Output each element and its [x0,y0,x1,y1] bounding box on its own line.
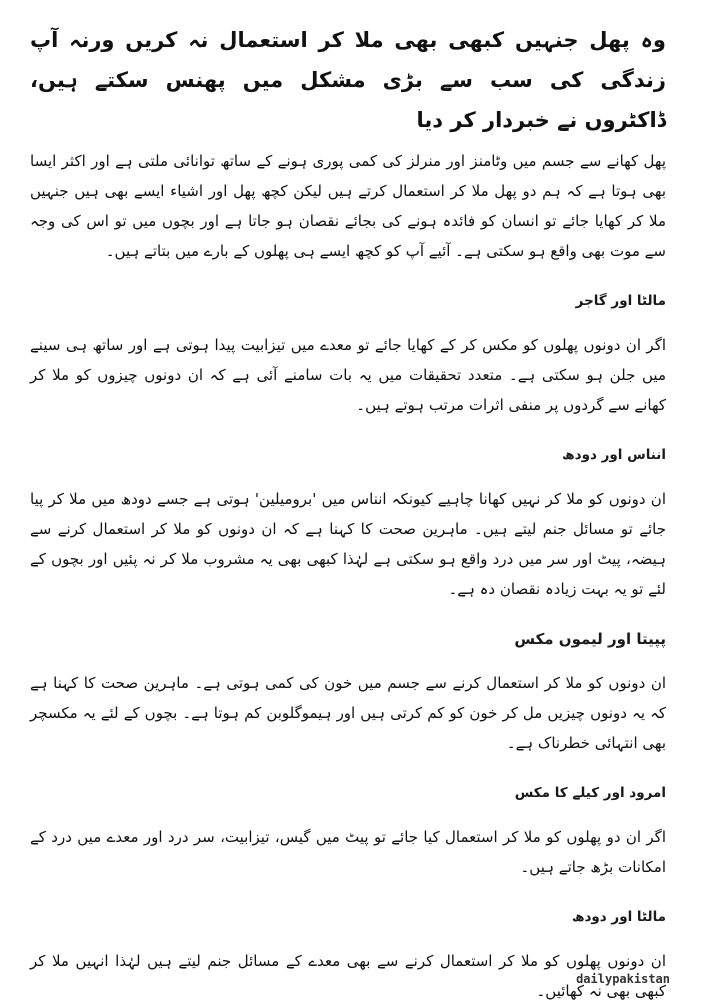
section-orange-milk [30,904,666,1006]
section-body: ان دونوں کو ملا کر نہیں کھانا چاہیے کیونکہ انناس میں 'برومیلین' ہوتی ہے جسے دودھ میں ملا کر پیا جائے تو مسائل جنم لیتے ہیں۔ ماہرین صحت کا کہنا ہے کہ ان دونوں کو ملا کر استعمال کرنے سے ہیضہ، پیٹ اور سر میں درد واقع ہو سکتی ہے لہٰذا کبھی بھی یہ مشروب ملا کر نہ پئیں اور بچوں کے لئے تو یہ بہت زیادہ نقصان دہ ہے۔ [30,490,666,598]
section-body: ان دونوں پھلوں کو ملا کر استعمال کرنے سے بھی معدے کے مسائل جنم لیتے ہیں لہٰذا انہیں ملا کر کبھی بھی نہ کھائیں۔ [30,952,666,1000]
section-guava-banana [30,780,666,882]
section-body: اگر ان دونوں پھلوں کو مکس کر کے کھایا جائے تو معدے میں تیزابیت پیدا ہوتی ہے اور ساتھ ہی سینے میں جلن ہو سکتی ہے۔ متعدد تحقیقات میں یہ بات سامنے آئی ہے کہ ان دونوں چیزوں کو ملا کر کھانے سے گردوں پر منفی اثرات مرتب ہوتے ہیں۔ [30,336,666,414]
section-heading: مالٹا اور گاجر [575,293,666,309]
section-papaya-lemon [30,626,666,758]
article-title: وہ پھل جنہیں کبھی بھی ملا کر استعمال نہ کریں ورنہ آپ زندگی کی سب سے بڑی مشکل میں پھنس سکتے ہیں، ڈاکٹروں نے خبردار کر دیا [30,28,666,132]
section-body: اگر ان دو پھلوں کو ملا کر استعمال کیا جائے تو پیٹ میں گیس، تیزابیت، سر درد اور معدے میں درد کے امکانات بڑھ جاتے ہیں۔ [30,828,666,876]
intro-paragraph: پھل کھانے سے جسم میں وٹامنز اور منرلز کی کمی پوری ہونے کے ساتھ توانائی ملتی ہے اور اکثر ایسا بھی ہوتا ہے کہ ہم دو پھل ملا کر استعمال کرتے ہیں لیکن کچھ پھل اور اشیاء ایسے بھی ہیں جنہیں ملا کر کھایا جائے تو انسان کو فائدہ ہونے کی بجائے نقصان ہو جاتا ہے اور بچوں میں تو اس کی وجہ سے موت بھی واقع ہو سکتی ہے۔ آئیے آپ کو کچھ ایسے ہی پھلوں کے بارے میں بتاتے ہیں۔ [30,152,666,260]
source-watermark: dailypakistan [576,972,670,986]
section-body: ان دونوں کو ملا کر استعمال کرنے سے جسم میں خون کی کمی ہوتی ہے۔ ماہرین صحت کا کہنا ہے کہ یہ دونوں چیزیں مل کر خون کو کم کرتی ہیں اور ہیموگلوبن کم ہوتا ہے۔ بچوں کے لئے یہ مکسچر بھی انتہائی خطرناک ہے۔ [30,674,666,752]
section-heading: پپیتا اور لیموں مکس [514,630,666,648]
section-heading: انناس اور دودھ [562,447,666,463]
section-heading: مالٹا اور دودھ [571,909,666,925]
section-orange-carrot [30,288,666,420]
section-pineapple-milk [30,442,666,604]
section-heading: امرود اور کیلے کا مکس [514,785,666,801]
